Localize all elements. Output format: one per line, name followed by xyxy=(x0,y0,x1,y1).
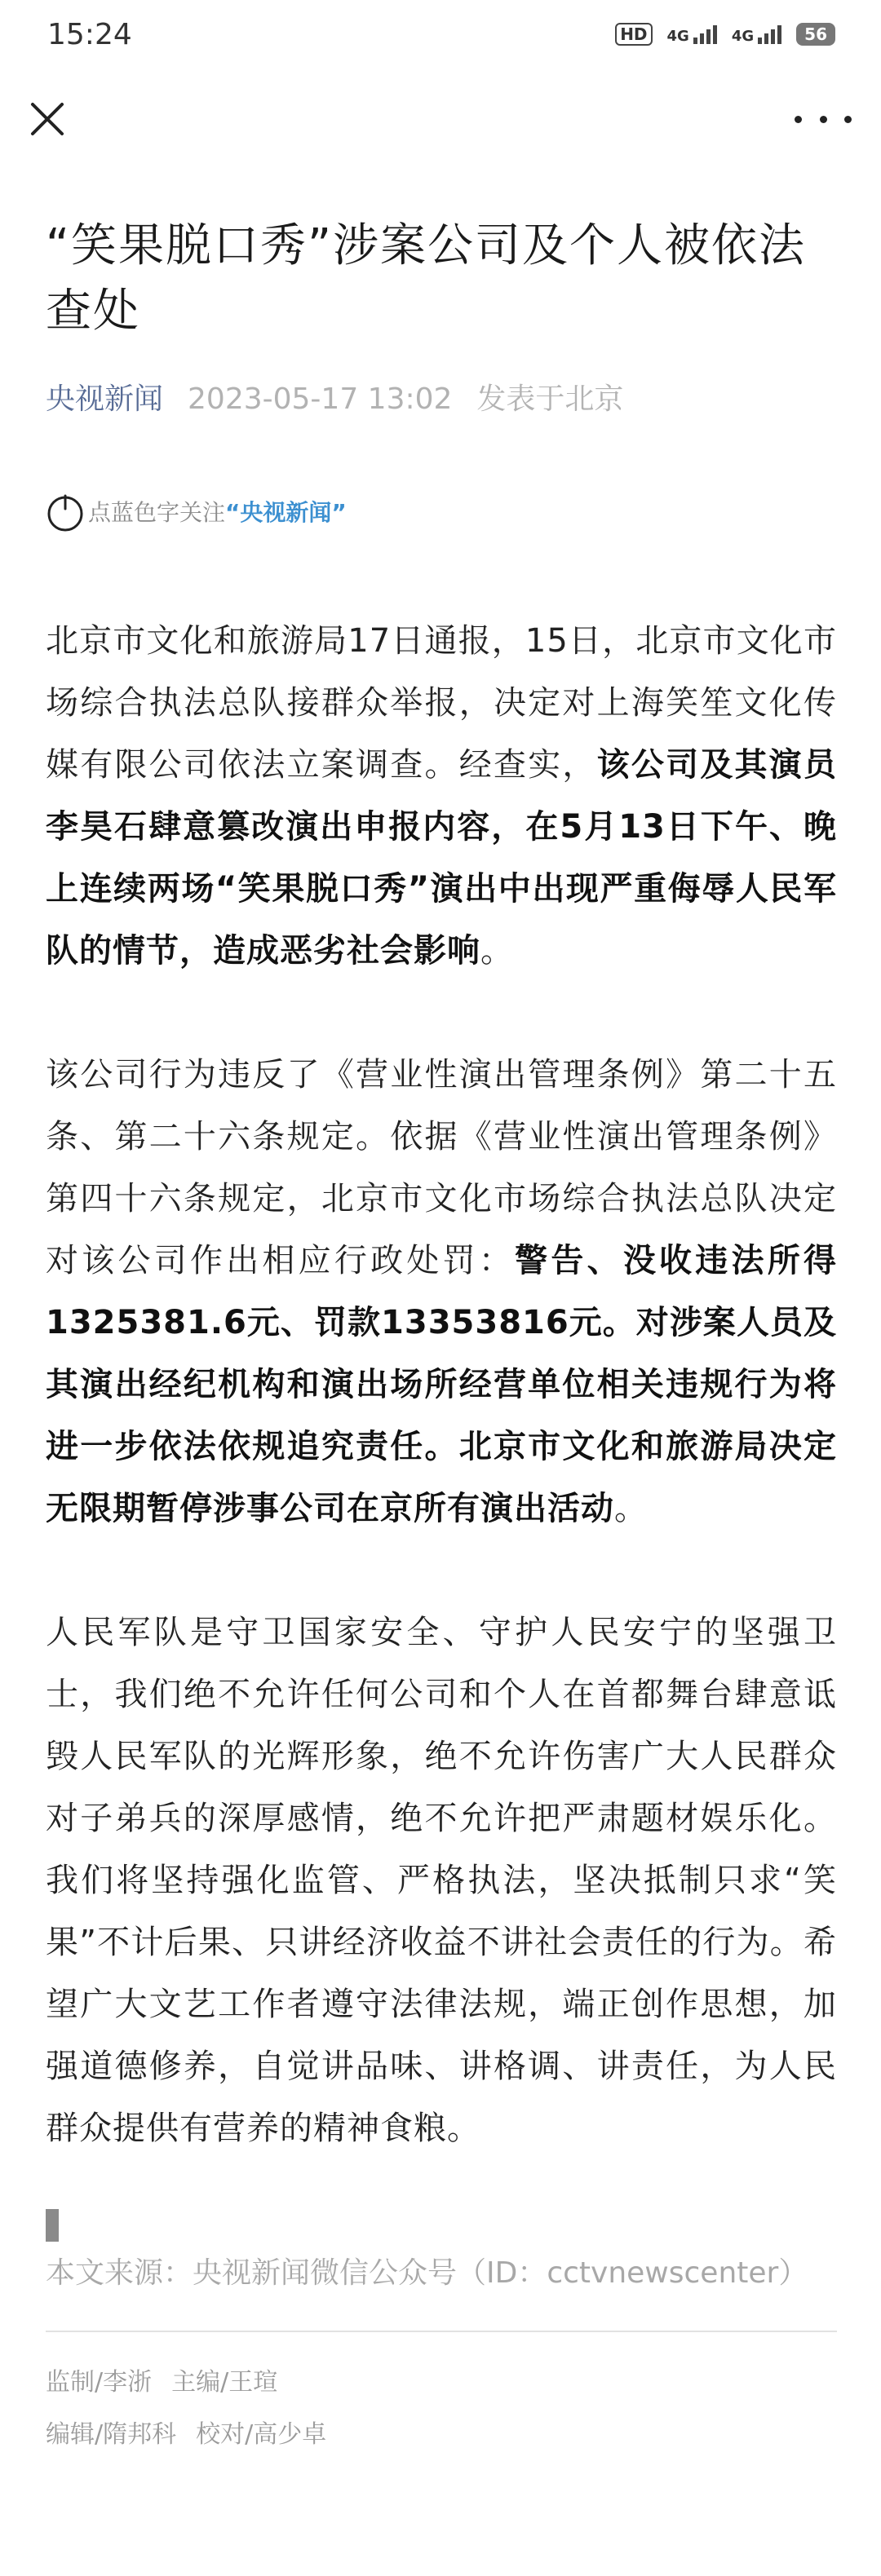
follow-prompt: 点蓝色字关注 xyxy=(88,499,226,526)
paragraph-1 xyxy=(46,610,837,982)
source-note-text: 本文来源：央视新闻微信公众号（ID：cctvnewscenter） xyxy=(46,2256,808,2290)
credits-line-1 xyxy=(46,2357,837,2409)
close-icon[interactable] xyxy=(24,96,70,142)
follow-account[interactable]: “央视新闻” xyxy=(225,499,347,526)
more-icon[interactable] xyxy=(795,101,852,137)
signal-icon-2 xyxy=(732,25,781,44)
battery-icon: 56 xyxy=(796,23,835,46)
credit-supervisor: 监制/李浙 xyxy=(46,2368,153,2397)
paragraph-2 xyxy=(46,1044,837,1540)
publish-location: 发表于北京 xyxy=(476,382,624,416)
credits xyxy=(46,2357,837,2461)
credit-chief-editor: 主编/王瑄 xyxy=(171,2368,278,2397)
credit-editor: 编辑/隋邦科 xyxy=(46,2420,177,2449)
p2-bold-1: 警告、没收违法所得1325381.6元、罚款13353816元。对涉案人员及其演出经纪机构和演出场所经营单位相关违规行为将进一步依法依规追究责任。北京市文化和旅游局决定无限期暂停涉事公司在京所有演出活动 xyxy=(46,1242,838,1527)
status-icons xyxy=(615,23,835,46)
network-label-1: 4G xyxy=(666,27,689,45)
quote-bar-icon xyxy=(46,2209,59,2242)
status-bar xyxy=(0,0,881,68)
signal-icon xyxy=(667,25,717,44)
p1-text-1: 北京市文化和旅游局17日通报，15日，北京市文化市场综合执法总队接群众举报，决定对上海笑笙文化传媒有限公司依法立案调查。经查实， xyxy=(46,622,837,784)
p1-text-2: 。 xyxy=(480,932,514,970)
credit-proofreader: 校对/高少卓 xyxy=(196,2420,327,2449)
publish-time: 2023-05-17 13:02 xyxy=(188,382,453,416)
follow-banner[interactable] xyxy=(46,493,837,533)
status-time: 15:24 xyxy=(47,17,132,51)
article xyxy=(46,214,837,2461)
network-label-2: 4G xyxy=(731,27,755,45)
nav-bar xyxy=(0,88,881,157)
article-title: “笑果脱口秀”涉案公司及个人被依法查处 xyxy=(46,219,807,338)
divider xyxy=(46,2331,837,2332)
article-meta xyxy=(46,380,837,419)
paragraph-3: 人民军队是守卫国家安全、守护人民安宁的坚强卫士，我们绝不允许任何公司和个人在首都舞台肆意诋毁人民军队的光辉形象，绝不允许伤害广大人民群众对子弟兵的深厚感情，绝不允许把严肃题材娱乐化。我们将坚持强化监管、严格执法，坚决抵制只求“笑果”不计后果、只讲经济收益不讲社会责任的行为。希望广大文艺工作者遵守法律法规，端正创作思想，加强道德修养，自觉讲品味、讲格调、讲责任，为人民群众提供有营养的精神食粮。 xyxy=(46,1614,837,2147)
hd-badge: HD xyxy=(615,23,652,46)
p2-text-1: 该公司行为违反了《营业性演出管理条例》第二十五条、第二十六条规定。依据《营业性演出管理条例》第四十六条规定，北京市文化市场综合执法总队决定对该公司作出相应行政处罚： xyxy=(46,1056,837,1279)
p2-text-2: 。 xyxy=(614,1490,648,1527)
p1-bold-1: 该公司及其演员李昊石肆意篡改演出申报内容，在5月13日下午、晚上连续两场“笑果脱口秀”演出中出现严重侮辱人民军队的情节，造成恶劣社会影响 xyxy=(46,746,838,970)
credits-line-2 xyxy=(46,2409,837,2461)
source-link[interactable]: 央视新闻 xyxy=(46,382,164,416)
source-note xyxy=(46,2205,837,2296)
power-icon xyxy=(46,493,86,533)
